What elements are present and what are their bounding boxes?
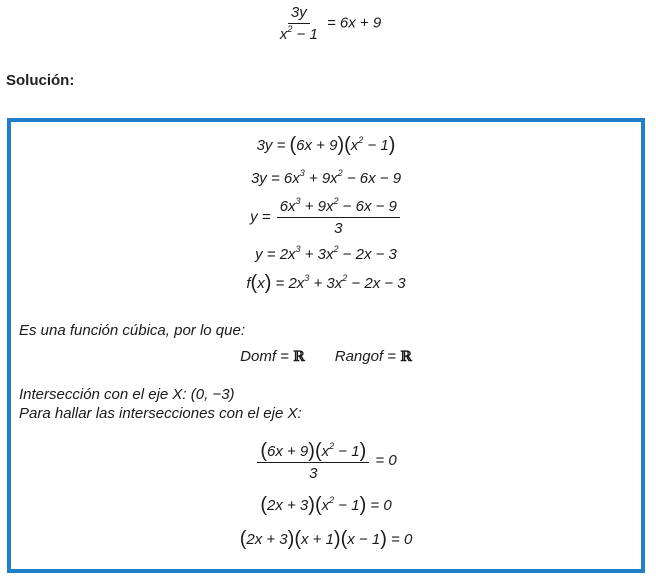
problem-denominator: $x^2 - 1$	[279, 24, 318, 43]
intercept-x-note: Para hallar las intersecciones con el eje X:	[19, 405, 302, 422]
problem-equation	[0, 4, 656, 43]
step-7: $(2x + 3)(x^2 - 1) = 0$	[260, 494, 392, 516]
step-8: (2x + 3)(x + 1)(x − 1) = 0	[239, 528, 413, 550]
step-1: $3y = (6x + 9)(x^2 - 1)$	[256, 134, 396, 156]
cubic-note: Es una función cúbica, por lo que:	[19, 322, 245, 339]
range: Rangof = ℝ	[334, 348, 412, 365]
domain-range	[11, 348, 641, 365]
step-6: $\frac{(6x + 9)(x^2 - 1)}{3}$ = 0	[11, 440, 641, 482]
intercept-y-note: Intersección con el eje X: (0, −3)	[19, 386, 235, 403]
step-5: $f(x) = 2x^3 + 3x^2 - 2x - 3$	[246, 272, 406, 294]
domain: Domf = ℝ	[240, 348, 305, 365]
problem-numerator: 3y	[288, 4, 310, 24]
step-6-fraction: $\frac{(6x + 9)(x^2 - 1)}{3}$	[257, 440, 369, 482]
problem-rhs: = 6x + 9	[322, 14, 382, 32]
step-2: $3y = 6x^3 + 9x^2 - 6x - 9$	[250, 168, 402, 187]
problem-fraction	[277, 4, 321, 43]
solution-label: Solución:	[6, 72, 75, 89]
step-3: y = $\frac{6x^3 + 9x^2 - 6x - 9}{3}$	[11, 198, 641, 237]
solution-box	[7, 118, 645, 573]
step-4: $y = 2x^3 + 3x^2 - 2x - 3$	[255, 244, 397, 263]
step-3-fraction: $\frac{6x^3 + 9x^2 - 6x - 9}{3}$	[277, 198, 400, 237]
